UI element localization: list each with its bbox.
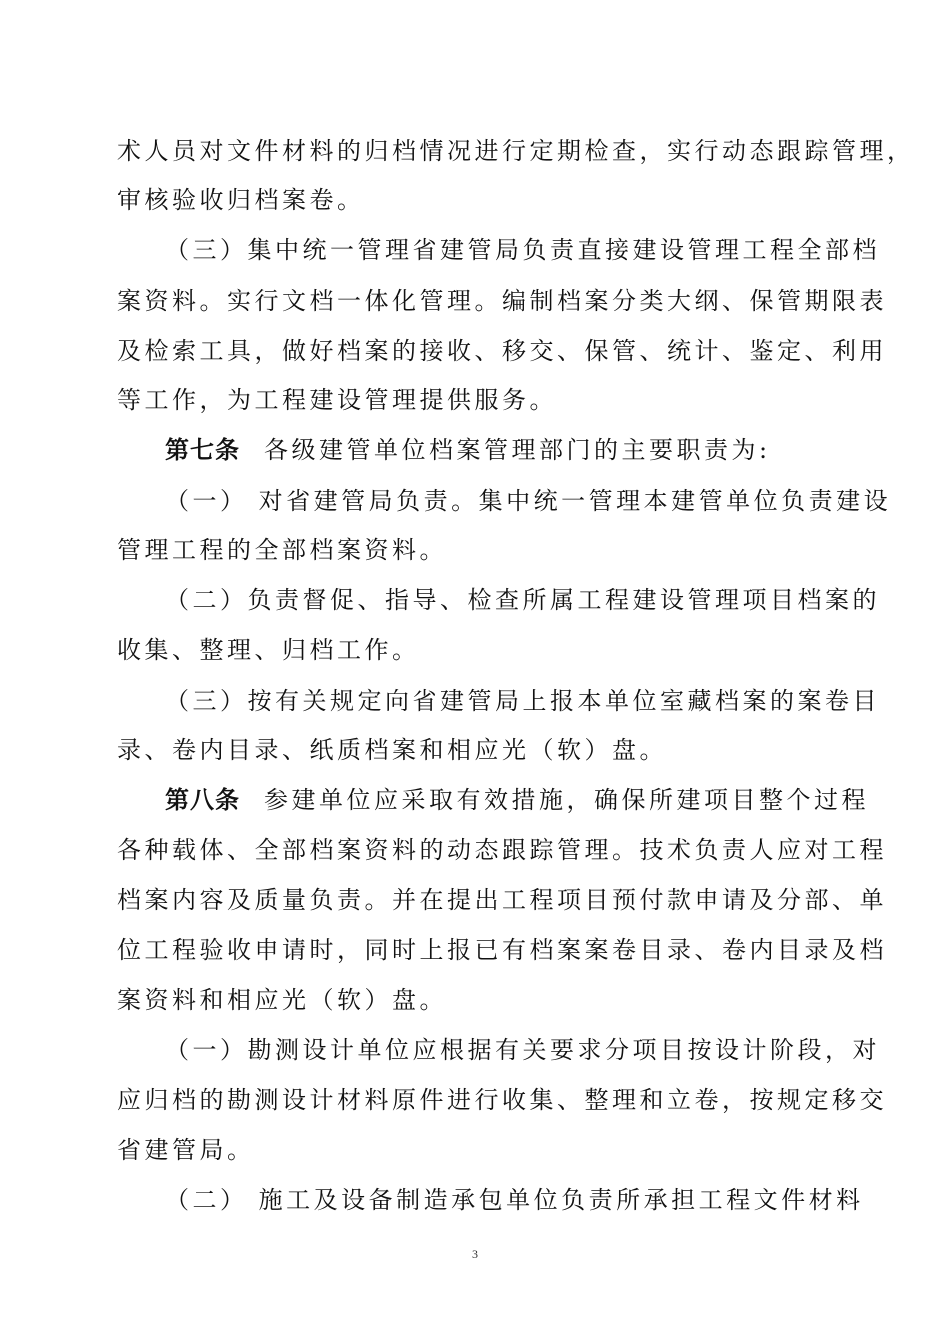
text-line-1: 术人员对文件材料的归档情况进行定期检查，实行动态跟踪管理，	[117, 137, 915, 165]
text-line-5: 及检索工具，做好档案的接收、移交、保管、统计、鉴定、利用	[117, 337, 887, 365]
text-line-9: 管理工程的全部档案资料。	[117, 536, 447, 564]
text-line-15: 各种载体、全部档案资料的动态跟踪管理。技术负责人应对工程	[117, 836, 887, 864]
article-7-text: 各级建管单位档案管理部门的主要职责为:	[264, 436, 771, 464]
text-line-11: 收集、整理、归档工作。	[117, 636, 420, 664]
article-8-heading: 第八条	[165, 785, 240, 814]
text-line-12: （三）按有关规定向省建管局上报本单位室藏档案的案卷目	[165, 687, 880, 715]
text-line-6: 等工作，为工程建设管理提供服务。	[117, 386, 557, 414]
text-line-2: 审核验收归档案卷。	[117, 186, 365, 214]
text-line-17: 位工程验收申请时，同时上报已有档案案卷目录、卷内目录及档	[117, 936, 887, 964]
text-line-10: （二）负责督促、指导、检查所属工程建设管理项目档案的	[165, 586, 880, 614]
article-7-heading: 第七条	[165, 435, 240, 464]
text-line-13: 录、卷内目录、纸质档案和相应光（软）盘。	[117, 736, 667, 764]
text-line-4: 案资料。实行文档一体化管理。编制档案分类大纲、保管期限表	[117, 287, 887, 315]
article-7-line	[165, 430, 837, 470]
text-line-22: （二） 施工及设备制造承包单位负责所承担工程文件材料	[165, 1186, 864, 1214]
text-line-19: （一）勘测设计单位应根据有关要求分项目按设计阶段，对	[165, 1036, 880, 1064]
text-line-18: 案资料和相应光（软）盘。	[117, 986, 447, 1014]
text-line-20: 应归档的勘测设计材料原件进行收集、整理和立卷，按规定移交	[117, 1086, 887, 1114]
article-8-line	[165, 780, 869, 820]
text-line-8: （一） 对省建管局负责。集中统一管理本建管单位负责建设	[165, 487, 892, 515]
text-line-3: （三）集中统一管理省建管局负责直接建设管理工程全部档	[165, 236, 880, 264]
page-number: 3	[472, 1247, 478, 1261]
text-line-21: 省建管局。	[117, 1136, 255, 1164]
article-8-text: 参建单位应采取有效措施，确保所建项目整个过程	[264, 786, 869, 814]
text-line-16: 档案内容及质量负责。并在提出工程项目预付款申请及分部、单	[117, 886, 887, 914]
